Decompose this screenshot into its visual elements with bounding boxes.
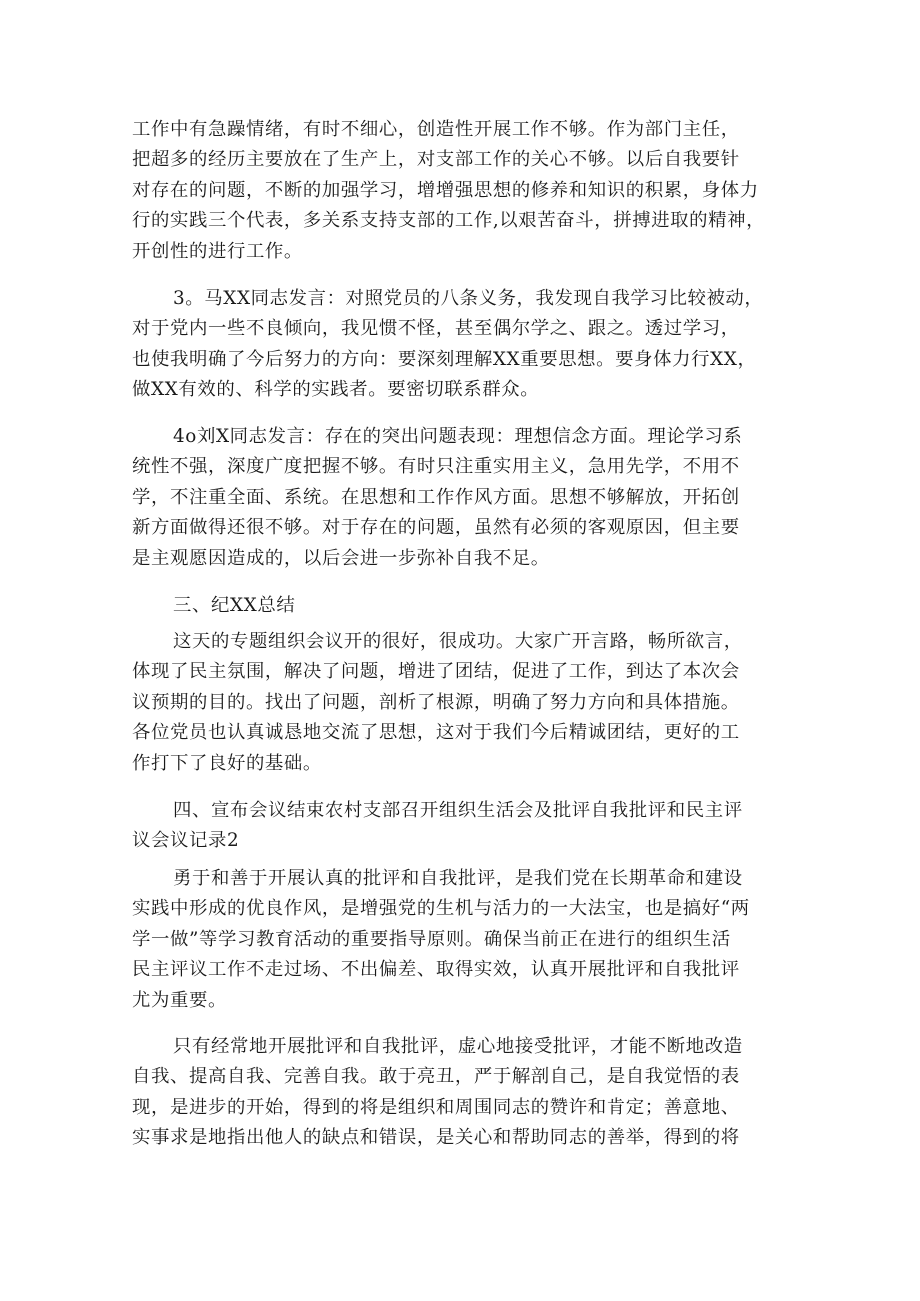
paragraph-8	[132, 1032, 792, 1154]
text-line: 学，不注重全面、系统。在思想和工作作风方面。思想不够解放，开拓创	[132, 486, 740, 508]
text-line: 三、纪XX总结	[173, 595, 296, 616]
text-line: 议预期的目的。找出了问题，剖析了根源，明确了努力方向和具体措施。	[132, 691, 740, 713]
text-line: 3。马XX同志发言：对照党员的八条义务，我发现自我学习比较被动，	[173, 288, 764, 309]
text-line: 统性不强，深度广度把握不够。有时只注重实用主义，急用先学，不用不	[132, 456, 740, 478]
text-line: 是主观愿因造成的，以后会进一步弥补自我不足。	[132, 547, 550, 569]
paragraph-3	[132, 422, 792, 574]
paragraph-5	[132, 627, 792, 779]
paragraph-1	[132, 115, 792, 267]
text-line: 对于党内一些不良倾向，我见惯不怪，甚至偶尔学之、跟之。透过学习，	[132, 318, 740, 340]
paragraph-2	[132, 284, 792, 406]
text-line: 4o刘X同志发言：存在的突出问题表现：理想信念方面。理论学习系	[173, 426, 743, 447]
section-heading-close	[132, 796, 792, 857]
text-line: 这天的专题组织会议开的很好，很成功。大家广开言路，畅所欲言，	[173, 631, 743, 652]
paragraph-7	[132, 864, 792, 1016]
text-line: 行的实践三个代表，多关系支持支部的工作,以艰苦奋斗，拼搏进取的精神，	[132, 210, 766, 232]
text-line: 现，是进步的开始，得到的将是组织和周围同志的赞许和肯定；善意地、	[132, 1096, 740, 1118]
text-line: 体现了民主氛围，解决了问题，增进了团结，促进了工作，到达了本次会	[132, 661, 740, 683]
text-line: 只有经常地开展批评和自我批评，虚心地接受批评，才能不断地改造	[173, 1036, 743, 1057]
text-line: 勇于和善于开展认真的批评和自我批评，是我们党在长期革命和建设	[173, 868, 743, 889]
text-line: 议会议记录2	[132, 830, 240, 852]
text-line: 各位党员也认真诚恳地交流了思想，这对于我们今后精诚团结，更好的工	[132, 722, 740, 744]
text-line: 做XX有效的、科学的实践者。要密切联系群众。	[132, 379, 540, 401]
text-line: 尤为重要。	[132, 989, 227, 1011]
text-line: 新方面做得还很不够。对于存在的问题，虽然有必须的客观原因，但主要	[132, 517, 740, 539]
text-line: 作打下了良好的基础。	[132, 752, 322, 774]
text-line: 自我、提高自我、完善自我。敢于亮丑，严于解剖自己，是自我觉悟的表	[132, 1066, 740, 1088]
text-line: 四、宣布会议结束农村支部召开组织生活会及批评自我批评和民主评	[173, 800, 743, 821]
text-line: 开创性的进行工作。	[132, 240, 303, 262]
text-line: 对存在的问题，不断的加强学习，增增强思想的修养和知识的积累，身体力	[132, 179, 759, 201]
text-line: 民主评议工作不走过场、不出偏差、取得实效，认真开展批评和自我批评	[132, 959, 740, 981]
text-line: 实践中形成的优良作风，是增强党的生机与活力的一大法宝，也是搞好“两	[132, 898, 750, 920]
text-line: 学一做”等学习教育活动的重要指导原则。确保当前正在进行的组织生活	[132, 928, 731, 950]
section-heading-summary	[132, 591, 792, 621]
text-line: 把超多的经历主要放在了生产上，对支部工作的关心不够。以后自我要针	[132, 149, 740, 171]
text-line: 工作中有急躁情绪，有时不细心，创造性开展工作不够。作为部门主任，	[132, 119, 740, 140]
text-line: 实事求是地指出他人的缺点和错误，是关心和帮助同志的善举，得到的将	[132, 1127, 740, 1149]
text-line: 也使我明确了今后努力的方向：要深刻理解XX重要思想。要身体力行XX，	[132, 348, 757, 370]
